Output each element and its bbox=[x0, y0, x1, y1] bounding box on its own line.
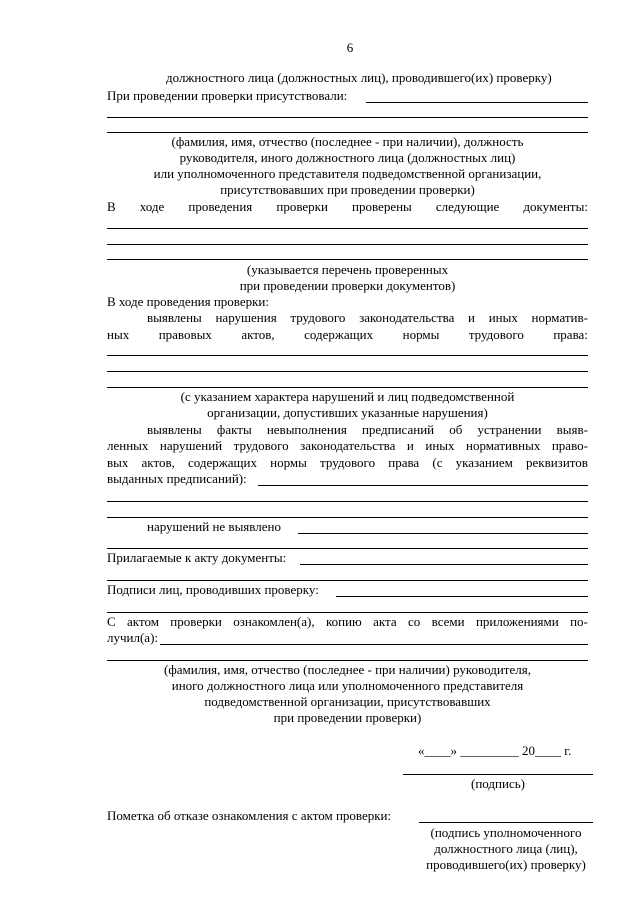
docs-blank-line bbox=[107, 259, 588, 260]
docs-label: В ходе проведения проверки проверены следующие документы: bbox=[107, 199, 588, 214]
acquainted-caption-line: иного должностного лица или уполномоченного представителя bbox=[171, 678, 524, 693]
present-caption-line: или уполномоченного представителя подведомственной организации, bbox=[153, 166, 542, 181]
refusal-fill-line bbox=[419, 822, 593, 823]
violations-caption-line: организации, допустивших указанные нарушения) bbox=[207, 405, 488, 420]
docs-caption-line: при проведении проверки документов) bbox=[239, 278, 456, 293]
refusal-caption-line: проводившего(их) проверку) bbox=[426, 857, 586, 872]
refusal-caption-line: должностного лица (лиц), bbox=[434, 841, 578, 856]
docs-caption-line: (указывается перечень проверенных bbox=[246, 262, 449, 277]
present-caption-line: руководителя, иного должностного лица (должностных лиц) bbox=[179, 150, 516, 165]
during-label: В ходе проведения проверки: bbox=[107, 294, 270, 309]
refusal-caption-line: (подпись уполномоченного bbox=[430, 825, 582, 840]
facts-text: выявлены факты невыполнения предписаний об устранении выяв- bbox=[147, 422, 588, 437]
present-caption-line: присутствовавших при проведении проверки) bbox=[220, 182, 475, 197]
facts-text: ленных нарушений трудового законодательства и иных нормативных право- bbox=[107, 438, 588, 453]
signatures-fill-line bbox=[336, 596, 588, 597]
date-line: «____» _________ 20____ г. bbox=[418, 743, 572, 758]
signature-caption: (подпись) bbox=[471, 776, 525, 791]
acquainted-caption-line: (фамилия, имя, отчество (последнее - при наличии) руководителя, bbox=[164, 662, 531, 677]
present-caption-line: (фамилия, имя, отчество (последнее - при наличии), должность bbox=[171, 134, 524, 149]
violations-blank-line bbox=[107, 387, 588, 388]
attached-docs-fill-line bbox=[300, 564, 588, 565]
present-blank-line bbox=[107, 132, 588, 133]
page-number: 6 bbox=[346, 40, 354, 55]
acquainted-caption-line: подведомственной организации, присутствовавших bbox=[204, 694, 491, 709]
violations-blank-line bbox=[107, 371, 588, 372]
facts-text: вых актов, содержащих нормы трудового права (с указанием реквизитов bbox=[107, 455, 588, 470]
inspector-caption-tail: должностного лица (должностных лиц), проводившего(их) проверку) bbox=[166, 70, 552, 85]
no-violations-blank-line bbox=[107, 548, 588, 549]
signature-line bbox=[403, 774, 593, 775]
attached-docs-blank-line bbox=[107, 580, 588, 581]
acquainted-caption-line: при проведении проверки) bbox=[273, 710, 422, 725]
facts-blank-line bbox=[107, 517, 588, 518]
signatures-label: Подписи лиц, проводивших проверку: bbox=[107, 582, 319, 597]
facts-text: выданных предписаний): bbox=[107, 471, 247, 486]
present-fill-line bbox=[366, 102, 588, 103]
docs-blank-line bbox=[107, 228, 588, 229]
no-violations-fill-line bbox=[298, 533, 588, 534]
facts-fill-line bbox=[258, 485, 588, 486]
violations-caption-line: (с указанием характера нарушений и лиц подведомственной bbox=[180, 389, 515, 404]
acquainted-blank-line bbox=[107, 660, 588, 661]
acquainted-text: С актом проверки ознакомлен(а), копию акта со всеми приложениями по- bbox=[107, 614, 588, 629]
acquainted-fill-line bbox=[160, 644, 588, 645]
signatures-blank-line bbox=[107, 612, 588, 613]
violations-text: ных правовых актов, содержащих нормы трудового права: bbox=[107, 327, 588, 342]
acquainted-text: лучил(а): bbox=[107, 630, 159, 645]
violations-blank-line bbox=[107, 355, 588, 356]
refusal-label: Пометка об отказе ознакомления с актом проверки: bbox=[107, 808, 392, 823]
docs-blank-line bbox=[107, 244, 588, 245]
present-label: При проведении проверки присутствовали: bbox=[107, 88, 348, 103]
facts-blank-line bbox=[107, 501, 588, 502]
violations-text: выявлены нарушения трудового законодательства и иных норматив- bbox=[147, 310, 588, 325]
present-blank-line bbox=[107, 117, 588, 118]
attached-docs-label: Прилагаемые к акту документы: bbox=[107, 550, 287, 565]
no-violations-label: нарушений не выявлено bbox=[147, 519, 281, 534]
